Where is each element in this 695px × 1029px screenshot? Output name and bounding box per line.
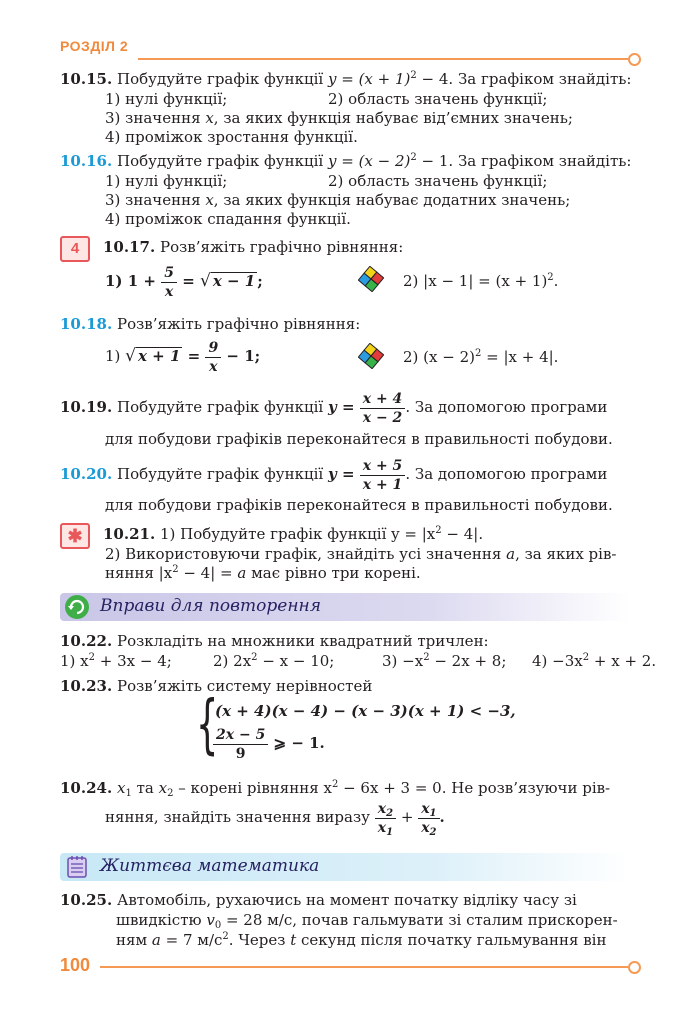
problem-10-16-item-1: 1) нулі функції; [105, 172, 228, 190]
problem-10-19-line-2: для побудови графіків переконайтеся в правильності побудови. [105, 430, 613, 448]
problem-10-20-line-2: для побудови графіків переконайтеся в правильності побудови. [105, 496, 613, 514]
banner-title: Життєва математика [100, 856, 320, 876]
system-row-1: (x + 4)(x − 4) − (x − 3)(x + 1) < −3, [215, 702, 516, 720]
problem-10-15-item-3: 3) значення x, за яких функція набуває від’ємних значень; [105, 109, 573, 127]
problem-10-16-item-3: 3) значення x, за яких функція набуває додатних значень; [105, 191, 571, 209]
problem-10-21: 10.21. 1) Побудуйте графік функції $y = |x^2 - 4|$. [103, 525, 484, 543]
banner-title: Вправи для повторення [100, 596, 321, 616]
problem-10-22-c: $3) -x^2 - 2x + 8$; [382, 652, 507, 670]
problem-10-25-line-2: швидкістю $v_0 = 28$ м/с, почав гальмувати зі сталим прискорен- [116, 911, 618, 931]
problem-10-18-equation-2: 2) $(x - 2)^2 = |x + 4|$. [403, 348, 559, 366]
problem-10-17-equation-1: 1) 1 + $\frac{5}{x}$ = √ x − 1 ; [105, 264, 263, 300]
problem-10-24: 10.24. $x_1$ та $x_2$ – корені рівняння $x^2 - 6x + 3 = 0$. Не розв’язуючи рів- [60, 779, 611, 799]
review-exercises-banner [60, 593, 630, 621]
problem-10-18-equation-1: 1) √ x + 1 = $\frac{9}{x}$ − 1; [105, 339, 261, 375]
page-number: 100 [60, 955, 91, 975]
section-label: РОЗДІЛ 2 [60, 38, 129, 54]
problem-10-16: 10.16. Побудуйте графік функції $y = (x - 2)^2 - 1$. За графіком знайдіть: [60, 152, 632, 170]
rubik-cube-icon [358, 266, 384, 292]
problem-10-16-item-4: 4) проміжок спадання функції. [105, 210, 351, 228]
footer-rule-end [628, 961, 641, 974]
problem-10-22-a: 1) $x^2 + 3x - 4$; [60, 652, 172, 670]
problem-10-15-item-1: 1) нулі функції; [105, 90, 228, 108]
system-row-2: $\frac{2x - 5}{9}$ ⩾ − 1. [213, 723, 325, 763]
header-rule-end [628, 53, 641, 66]
problem-10-15-item-4: 4) проміжок зростання функції. [105, 128, 358, 146]
asterisk-badge: ✱ [60, 523, 90, 549]
footer-rule [100, 966, 628, 968]
problem-10-24-line-2: няння, знайдіть значення виразу $\frac{x_2}{x_1}$ + $\frac{x_1}{x_2}$ . [105, 800, 445, 838]
problem-10-15-item-2: 2) область значень функції; [328, 90, 548, 108]
problem-10-16-item-2: 2) область значень функції; [328, 172, 548, 190]
problem-10-17-equation-2: 2) $|x - 1| = (x + 1)^2$. [403, 272, 559, 290]
problem-10-20: 10.20. Побудуйте графік функції y = $\frac{x + 5}{x + 1}$ . За допомогою програми [60, 457, 608, 493]
problem-10-25: 10.25. Автомобіль, рухаючись на момент початку відліку часу зі [60, 891, 577, 909]
refresh-icon [64, 594, 90, 620]
problem-10-18: 10.18. Розв’яжіть графічно рівняння: [60, 315, 361, 333]
problem-10-25-line-3: ням a = 7 $м/с^2$. Через t секунд після початку гальмування він [116, 931, 607, 949]
problem-10-19: 10.19. Побудуйте графік функції y = $\frac{x + 4}{x - 2}$ . За допомогою програми [60, 390, 608, 426]
header-rule [138, 58, 628, 60]
life-math-banner [60, 853, 630, 881]
problem-10-21-line-2: 2) Використовуючи графік, знайдіть усі значення a, за яких рів- [105, 545, 617, 563]
notebook-icon [65, 855, 89, 879]
problem-10-15: 10.15. Побудуйте графік функції $y = (x + 1)^2 - 4$. За графіком знайдіть: [60, 70, 632, 88]
problem-10-22-b: 2) $2x^2 - x - 10$; [213, 652, 335, 670]
problem-10-22: 10.22. Розкладіть на множники квадратний тричлен: [60, 632, 489, 650]
level-4-badge: 4 [60, 236, 90, 262]
problem-10-21-line-3: няння $|x^2 - 4| = a$ має рівно три корені. [105, 564, 421, 582]
problem-10-22-d: $4) -3x^2 + x + 2$. [532, 652, 657, 670]
system-brace: { [196, 688, 219, 762]
problem-10-23: 10.23. Розв’яжіть систему нерівностей [60, 677, 373, 695]
rubik-cube-icon [358, 343, 384, 369]
problem-10-17: 10.17. Розв’яжіть графічно рівняння: [103, 238, 404, 256]
